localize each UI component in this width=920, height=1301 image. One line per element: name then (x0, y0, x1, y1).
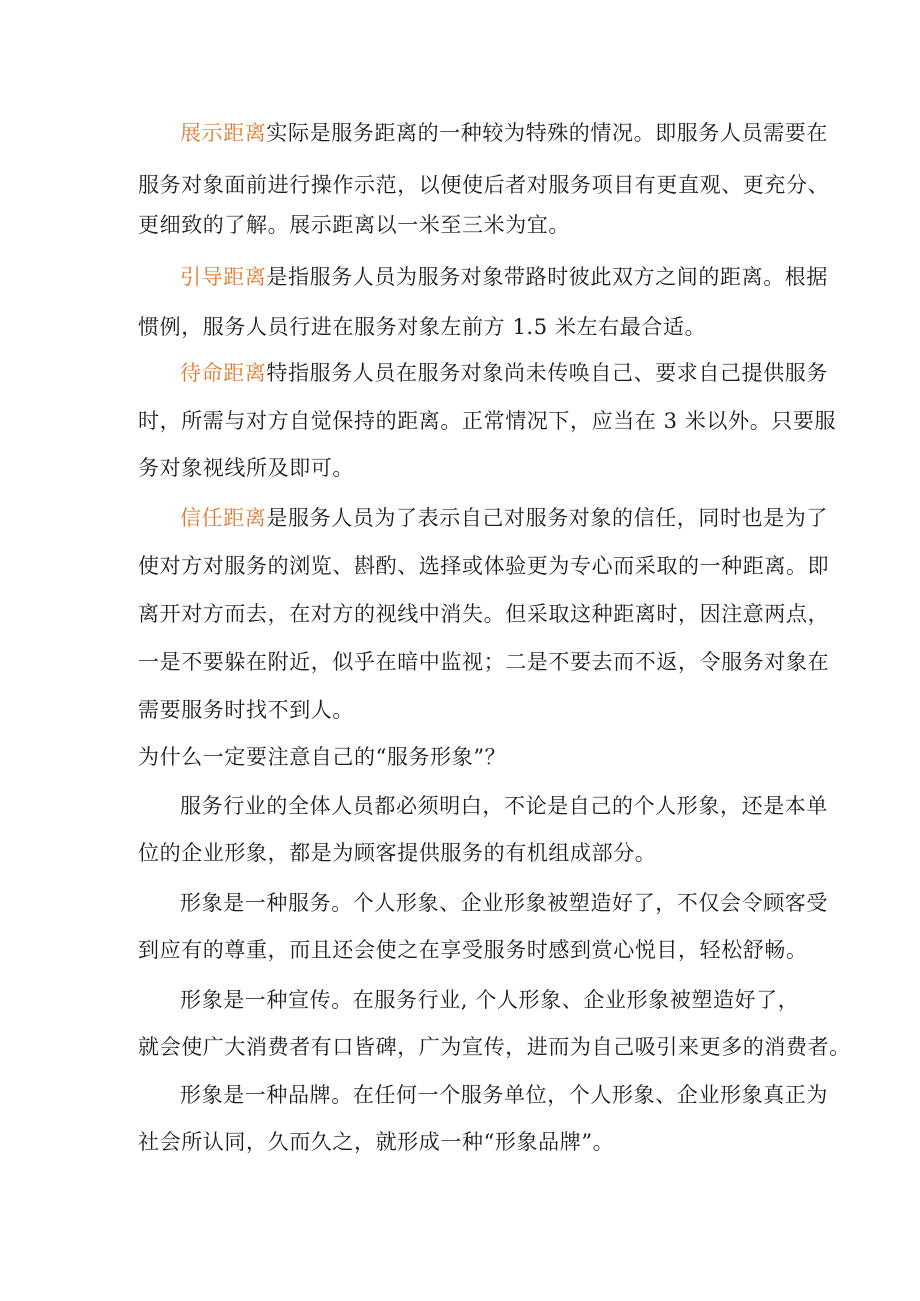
section-heading: 为什么一定要注意自己的“服务形象”？ (138, 745, 507, 769)
paragraph-1-line-2: 服务对象面前进行操作示范，以便使后者对服务项目有更直观、更充分、 (138, 173, 830, 197)
paragraph-4-line-1: 信任距离是服务人员为了表示自己对服务对象的信任，同时也是为了 (180, 506, 829, 530)
paragraph-1-line-1: 展示距离实际是服务距离的一种较为特殊的情况。即服务人员需要在 (180, 121, 829, 145)
term-standby-distance: 待命距离 (180, 361, 267, 385)
paragraph-2-line-2: 惯例，服务人员行进在服务对象左前方 1.5 米左右最合适。 (138, 315, 707, 339)
term-guide-distance: 引导距离 (180, 265, 267, 289)
body-paragraph-3-line-1: 形象是一种宣传。在服务行业, 个人形象、企业形象被塑造好了， (180, 988, 800, 1012)
body-paragraph-1-line-1: 服务行业的全体人员都必须明白，不论是自己的个人形象，还是本单 (180, 794, 828, 818)
paragraph-4-line-2: 使对方对服务的浏览、斟酌、选择或体验更为专心而采取的一种距离。即 (138, 554, 830, 578)
body-paragraph-3-line-2: 就会使广大消费者有口皆碑，广为宣传，进而为自己吸引来更多的消费者。 (138, 1035, 851, 1059)
paragraph-3-line-1: 待命距离特指服务人员在服务对象尚未传唤自己、要求自己提供服务 (180, 361, 829, 385)
paragraph-4-line-3: 离开对方而去，在对方的视线中消失。但采取这种距离时，因注意两点， (138, 602, 830, 626)
body-paragraph-1-line-2: 位的企业形象，都是为顾客提供服务的有机组成部分。 (138, 841, 657, 865)
paragraph-3-line-3: 务对象视线所及即可。 (138, 456, 354, 480)
paragraph-4-line-5: 需要服务时找不到人。 (138, 698, 354, 722)
paragraph-2-line-1: 引导距离是指服务人员为服务对象带路时彼此双方之间的距离。根据 (180, 265, 829, 289)
paragraph-4-line-4: 一是不要躲在附近，似乎在暗中监视；二是不要去而不返，令服务对象在 (138, 650, 830, 674)
term-trust-distance: 信任距离 (180, 506, 267, 530)
body-paragraph-2-line-1: 形象是一种服务。个人形象、企业形象被塑造好了，不仅会令顾客受 (180, 891, 828, 915)
paragraph-3-line-2: 时，所需与对方自觉保持的距离。正常情况下，应当在 3 米以外。只要服 (138, 409, 837, 433)
body-paragraph-4-line-1: 形象是一种品牌。在任何一个服务单位，个人形象、企业形象真正为 (180, 1083, 828, 1107)
body-paragraph-2-line-2: 到应有的尊重，而且还会使之在享受服务时感到赏心悦目，轻松舒畅。 (138, 938, 808, 962)
paragraph-1-line-3: 更细致的了解。展示距离以一米至三米为宜。 (138, 213, 570, 237)
term-display-distance: 展示距离 (180, 121, 267, 145)
body-paragraph-4-line-2: 社会所认同，久而久之，就形成一种“形象品牌”。 (138, 1130, 615, 1154)
